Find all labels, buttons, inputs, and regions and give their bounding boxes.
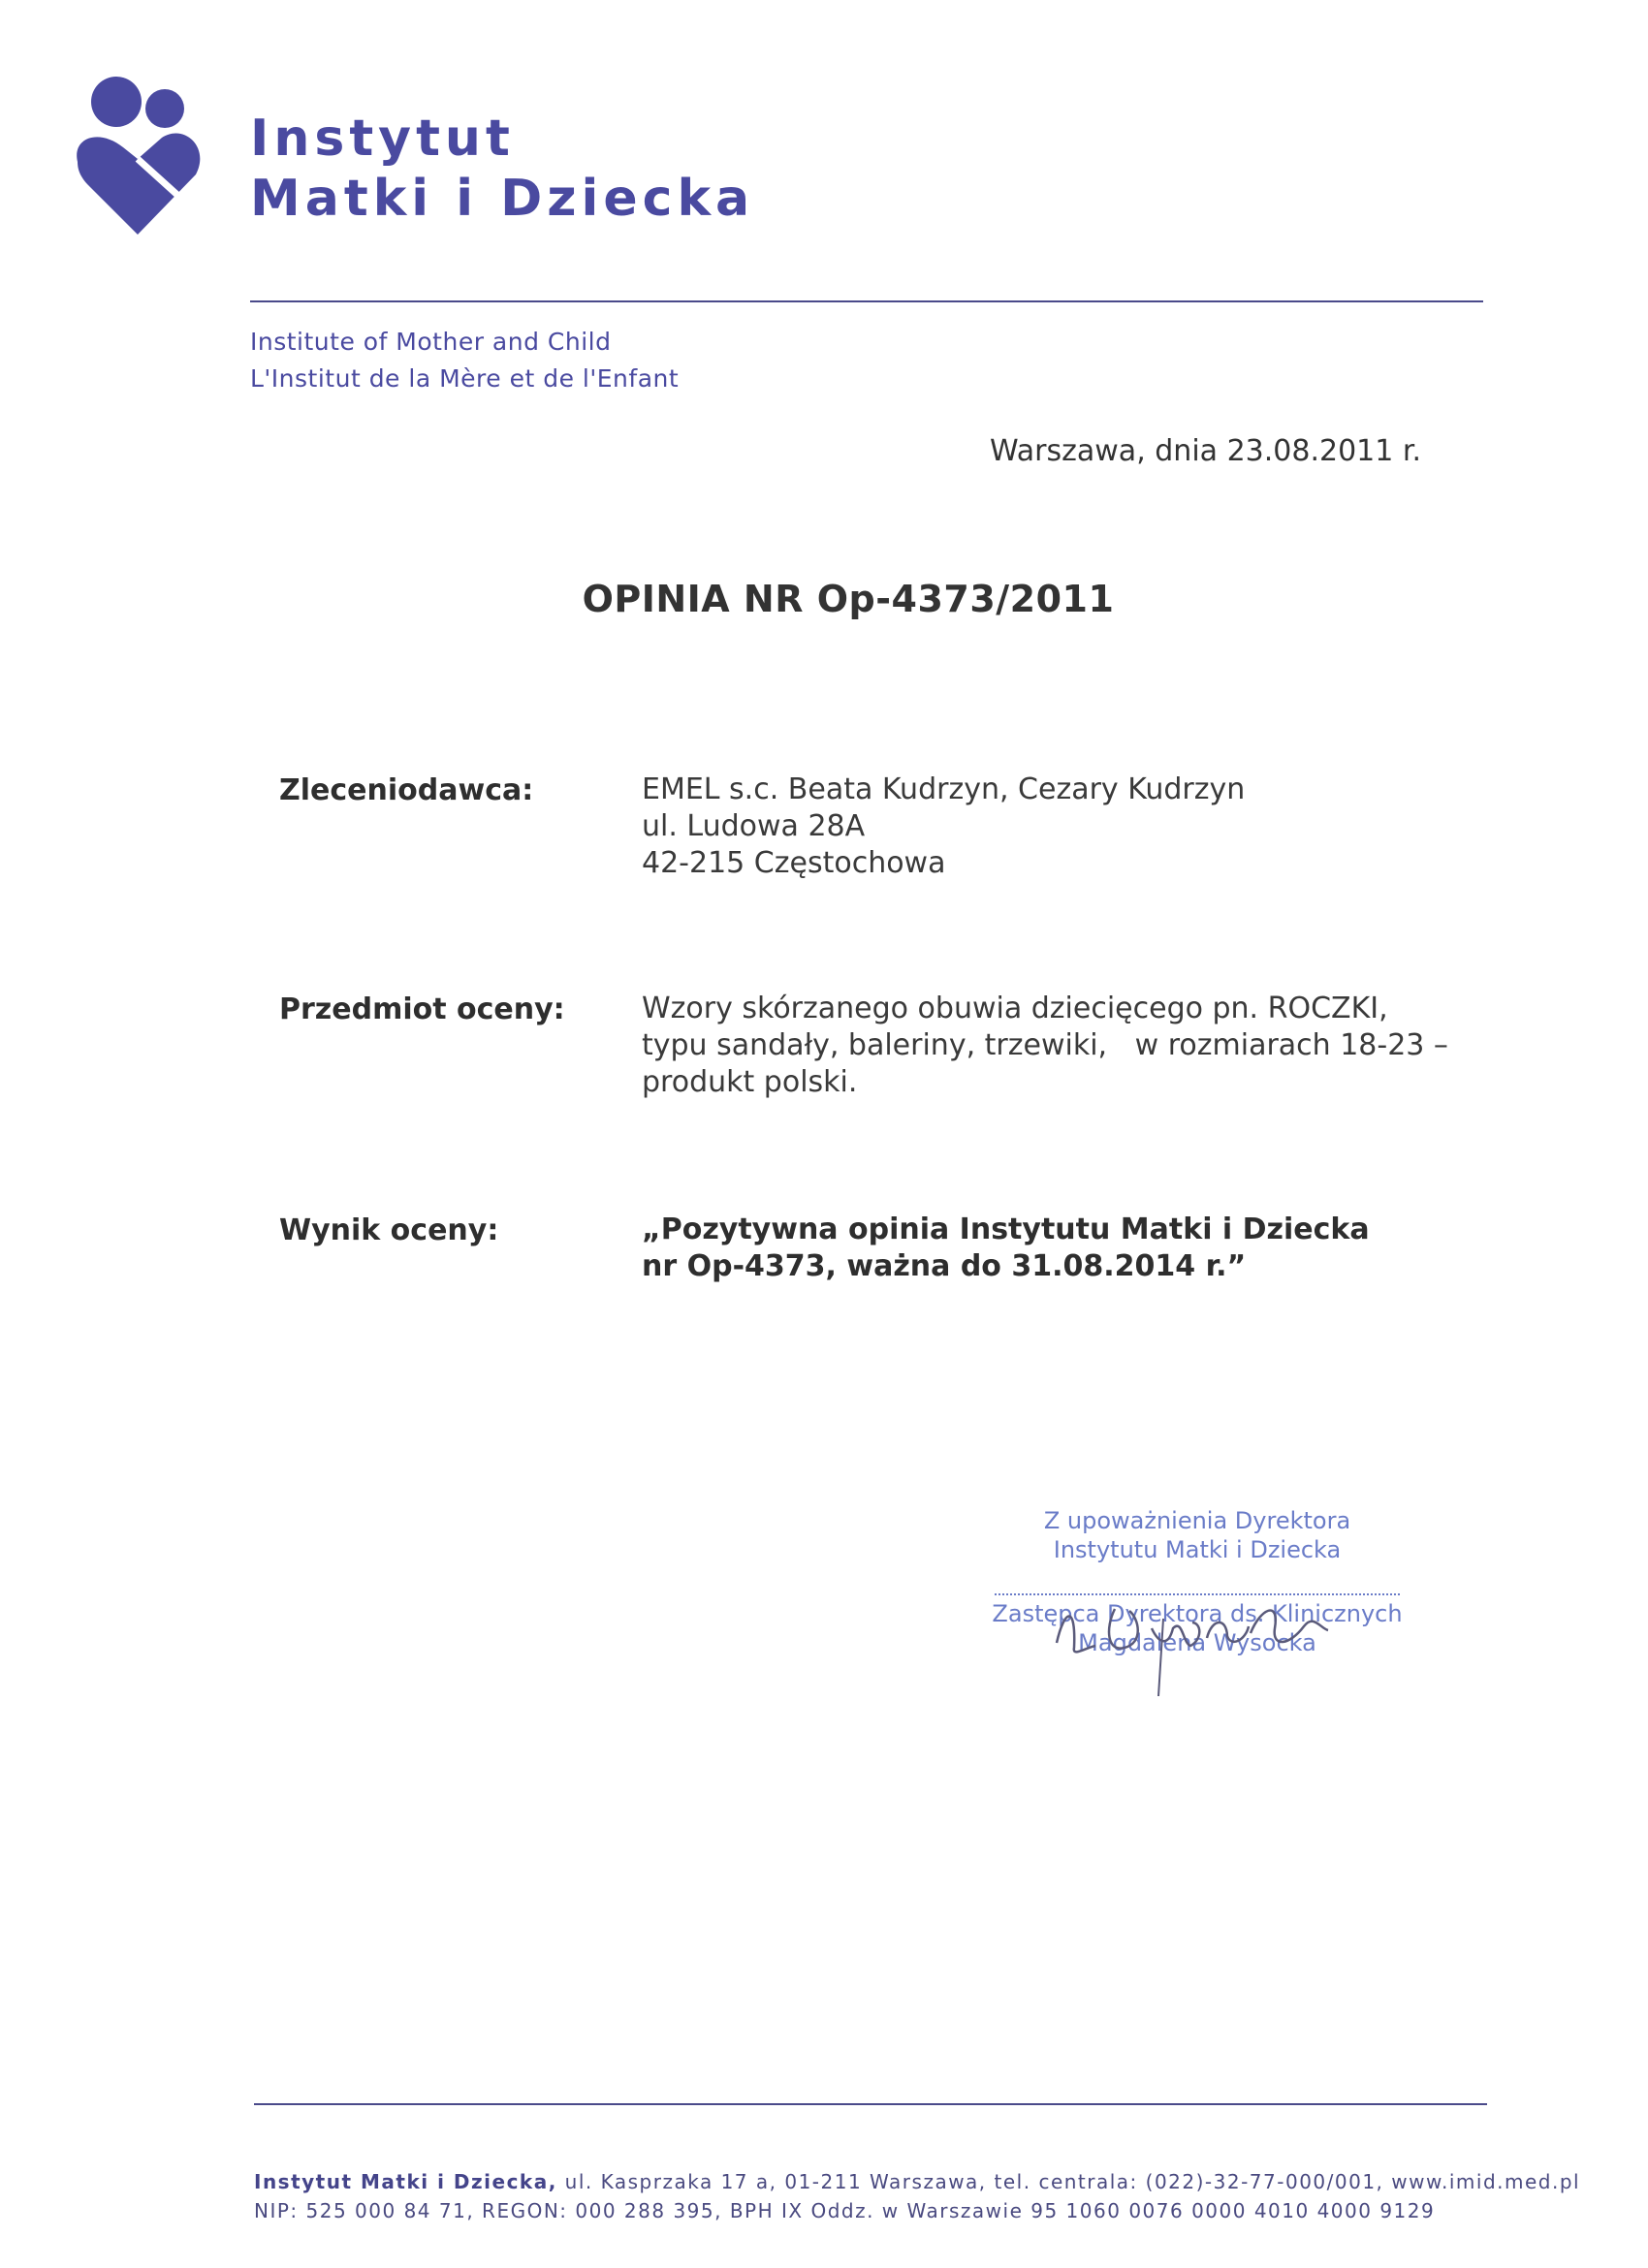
client-label: Zleceniodawca: — [279, 773, 534, 807]
handwritten-signature — [1037, 1551, 1367, 1696]
footer — [254, 2167, 1580, 2225]
institute-logo-icon — [70, 70, 206, 239]
result-line-2: nr Op-4373, ważna do 31.08.2014 r.” — [642, 1249, 1247, 1283]
header-divider — [250, 300, 1483, 302]
subtitle-french: L'Institut de la Mère et de l'Enfant — [250, 364, 680, 393]
result-line-1: „Pozytywna opinia Instytutu Matki i Dziecka — [642, 1213, 1370, 1246]
result-label: Wynik oceny: — [279, 1213, 499, 1247]
subject-details — [642, 991, 1448, 1101]
subject-label: Przedmiot oceny: — [279, 992, 565, 1026]
footer-org: Instytut Matki i Dziecka, — [254, 2170, 557, 2193]
institute-subtitle — [250, 324, 679, 397]
result-details — [642, 1212, 1370, 1285]
stamp-line-2: Instytutu Matki i Dziecka — [1053, 1536, 1342, 1563]
client-street: ul. Ludowa 28A — [642, 809, 866, 843]
stamp-line-3: Zastępca Dyrektora ds. Klinicznych — [992, 1600, 1403, 1627]
document-title: OPINIA NR Op-4373/2011 — [582, 578, 1115, 620]
subject-line-1: Wzory skórzanego obuwia dziecięcego pn. ROCZKI, — [642, 992, 1388, 1025]
logo-line-2: Matki i Dziecka — [250, 170, 755, 228]
subtitle-english: Institute of Mother and Child — [250, 328, 612, 356]
institute-name — [250, 109, 754, 229]
client-city: 42-215 Częstochowa — [642, 846, 946, 880]
logo-line-1: Instytut — [250, 110, 515, 168]
footer-line-1 — [254, 2167, 1580, 2196]
subject-line-3: produkt polski. — [642, 1065, 858, 1099]
client-name: EMEL s.c. Beata Kudrzyn, Cezary Kudrzyn — [642, 772, 1246, 806]
subject-line-2: typu sandały, baleriny, trzewiki, w rozmiarach 18-23 – — [642, 1028, 1448, 1062]
document-date: Warszawa, dnia 23.08.2011 r. — [990, 434, 1421, 468]
client-details — [642, 772, 1245, 882]
footer-divider — [254, 2103, 1487, 2105]
stamp-line-4: Magdalena Wysocka — [1078, 1629, 1316, 1656]
footer-line-2: NIP: 525 000 84 71, REGON: 000 288 395, BPH IX Oddz. w Warszawie 95 1060 0076 0000 4010 4000 9129 — [254, 2199, 1436, 2222]
footer-address: ul. Kasprzaka 17 a, 01-211 Warszawa, tel. centrala: (022)-32-77-000/001, www.imid.med.pl — [556, 2170, 1581, 2193]
stamp-line-1: Z upoważnienia Dyrektora — [1043, 1507, 1351, 1534]
